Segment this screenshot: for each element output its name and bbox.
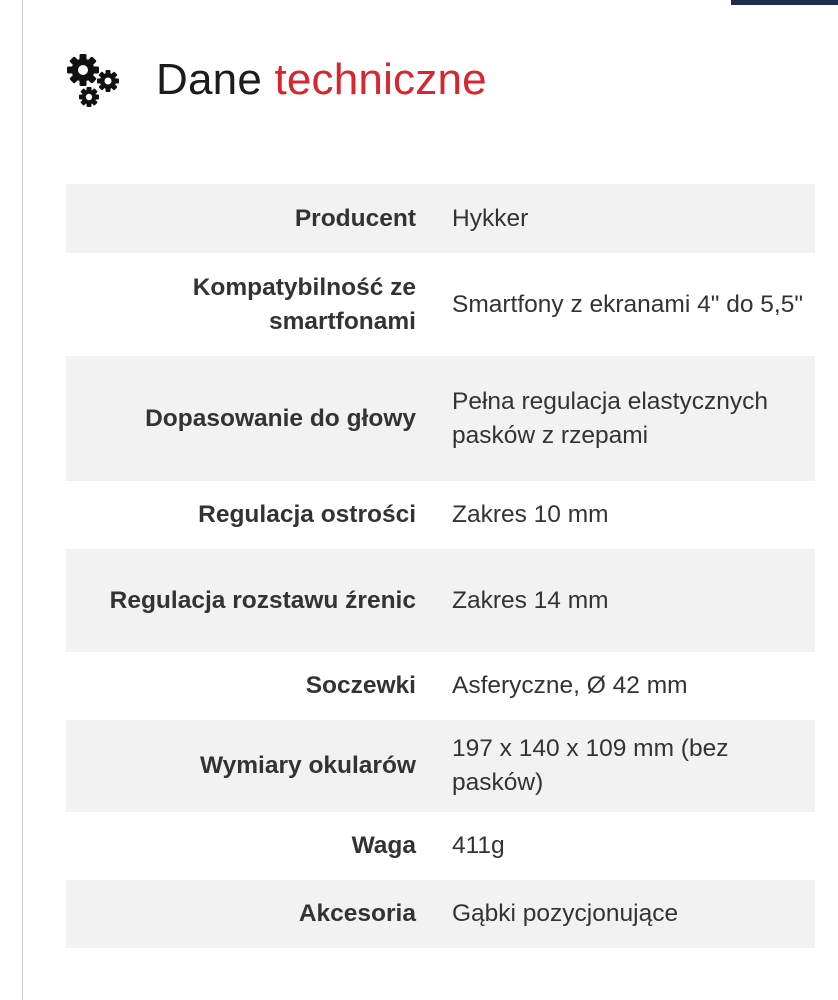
spec-value: Pełna regulacja elastycznych pasków z rzepami [434, 356, 815, 481]
spec-label: Regulacja rozstawu źrenic [66, 549, 434, 652]
spec-value: 411g [434, 812, 815, 880]
spec-row [66, 812, 815, 880]
spec-row [66, 184, 815, 253]
spec-value: Zakres 14 mm [434, 549, 815, 652]
spec-label: Waga [66, 812, 434, 880]
spec-row [66, 253, 815, 356]
spec-row [66, 720, 815, 812]
spec-row [66, 652, 815, 720]
spec-value: Smartfony z ekranami 4" do 5,5" [434, 253, 815, 356]
top-accent-bar [731, 0, 838, 5]
page-title [156, 48, 487, 112]
specs-table [66, 184, 815, 948]
spec-value: 197 x 140 x 109 mm (bez pasków) [434, 720, 815, 812]
spec-label: Soczewki [66, 652, 434, 720]
spec-label: Dopasowanie do głowy [66, 356, 434, 481]
left-border [22, 0, 23, 1000]
spec-row [66, 549, 815, 652]
spec-value: Hykker [434, 184, 815, 253]
section-header [64, 48, 487, 112]
spec-row [66, 880, 815, 948]
spec-value: Gąbki pozycjonujące [434, 880, 815, 948]
spec-label: Regulacja ostrości [66, 481, 434, 549]
spec-value: Asferyczne, Ø 42 mm [434, 652, 815, 720]
spec-row [66, 356, 815, 481]
spec-label: Kompatybilność ze smartfonami [66, 253, 434, 356]
title-part-accent: techniczne [274, 55, 487, 104]
gears-icon [64, 51, 122, 109]
spec-value: Zakres 10 mm [434, 481, 815, 549]
title-part-dark: Dane [156, 55, 262, 104]
spec-label: Producent [66, 184, 434, 253]
spec-label: Akcesoria [66, 880, 434, 948]
spec-row [66, 481, 815, 549]
spec-label: Wymiary okularów [66, 720, 434, 812]
